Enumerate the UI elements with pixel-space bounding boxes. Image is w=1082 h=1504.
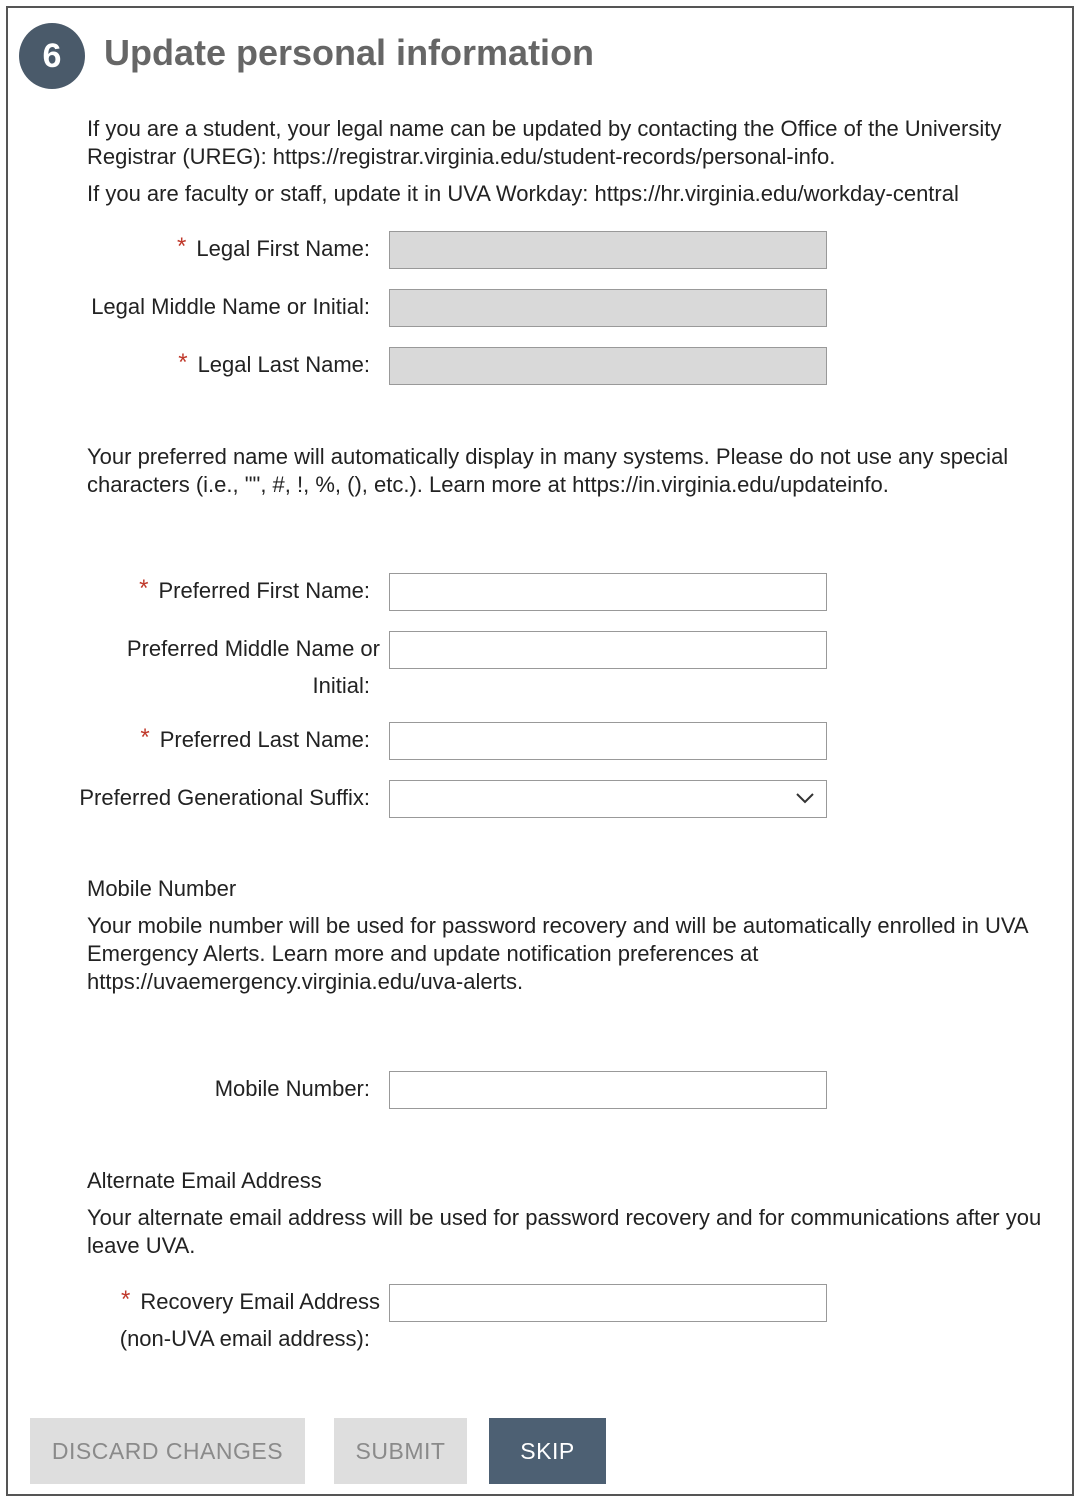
mobile-number-heading: Mobile Number	[87, 876, 237, 901]
chevron-down-icon	[796, 791, 814, 805]
required-marker: *	[121, 1286, 131, 1313]
required-marker: *	[177, 233, 187, 260]
alternate-email-note: Your alternate email address will be used for password recovery and for communications after you leave UVA.	[87, 1205, 1042, 1258]
student-info-text: If you are a student, your legal name can be updated by contacting the Office of the University Registrar (UREG): https://registrar.virginia.edu/student-records/personal-info.	[87, 116, 1002, 169]
mobile-number-label: Mobile Number:	[214, 1076, 370, 1101]
legal-first-name-label: * Legal First Name:	[177, 233, 370, 261]
staff-info-text: If you are faculty or staff, update it in UVA Workday: https://hr.virginia.edu/workday-central	[87, 181, 959, 206]
mobile-number-input[interactable]	[389, 1071, 827, 1109]
legal-last-name-input	[389, 347, 827, 385]
submit-button[interactable]: SUBMIT	[334, 1418, 467, 1484]
preferred-last-name-label: * Preferred Last Name:	[140, 724, 370, 752]
legal-middle-name-input	[389, 289, 827, 327]
preferred-middle-name-label: Preferred Middle Name or	[126, 636, 380, 661]
required-marker: *	[178, 349, 188, 376]
preferred-middle-name-label-cont: Initial:	[312, 673, 370, 698]
page-title: Update personal information	[104, 32, 595, 73]
preferred-name-note: Your preferred name will automatically display in many systems. Please do not use any special characters (i.e., "", #, !, %, (), etc.). Learn more at https://in.virginia.edu/updateinfo.	[87, 444, 1009, 497]
preferred-suffix-select[interactable]	[389, 780, 827, 818]
preferred-first-name-input[interactable]	[389, 573, 827, 611]
preferred-last-name-input[interactable]	[389, 722, 827, 760]
recovery-email-label-cont: (non-UVA email address):	[119, 1326, 370, 1351]
required-marker: *	[139, 575, 149, 602]
preferred-suffix-label: Preferred Generational Suffix:	[79, 785, 370, 810]
mobile-number-note: Your mobile number will be used for password recovery and will be automatically enrolled in UVA Emergency Alerts. Learn more and update notification preferences at https://uvaemergency.virginia.edu/uva-alerts.	[87, 913, 1028, 994]
recovery-email-input[interactable]	[389, 1284, 827, 1322]
preferred-first-name-label: * Preferred First Name:	[139, 575, 370, 603]
skip-button[interactable]: SKIP	[489, 1418, 606, 1484]
required-marker: *	[140, 724, 150, 751]
preferred-middle-name-input[interactable]	[389, 631, 827, 669]
discard-changes-button[interactable]: DISCARD CHANGES	[30, 1418, 305, 1484]
step-number-badge: 6	[19, 23, 85, 89]
legal-last-name-label: * Legal Last Name:	[178, 349, 370, 377]
legal-first-name-input	[389, 231, 827, 269]
legal-middle-name-label: Legal Middle Name or Initial:	[91, 294, 370, 319]
alternate-email-heading: Alternate Email Address	[87, 1168, 322, 1193]
recovery-email-label: * Recovery Email Address	[121, 1286, 380, 1314]
